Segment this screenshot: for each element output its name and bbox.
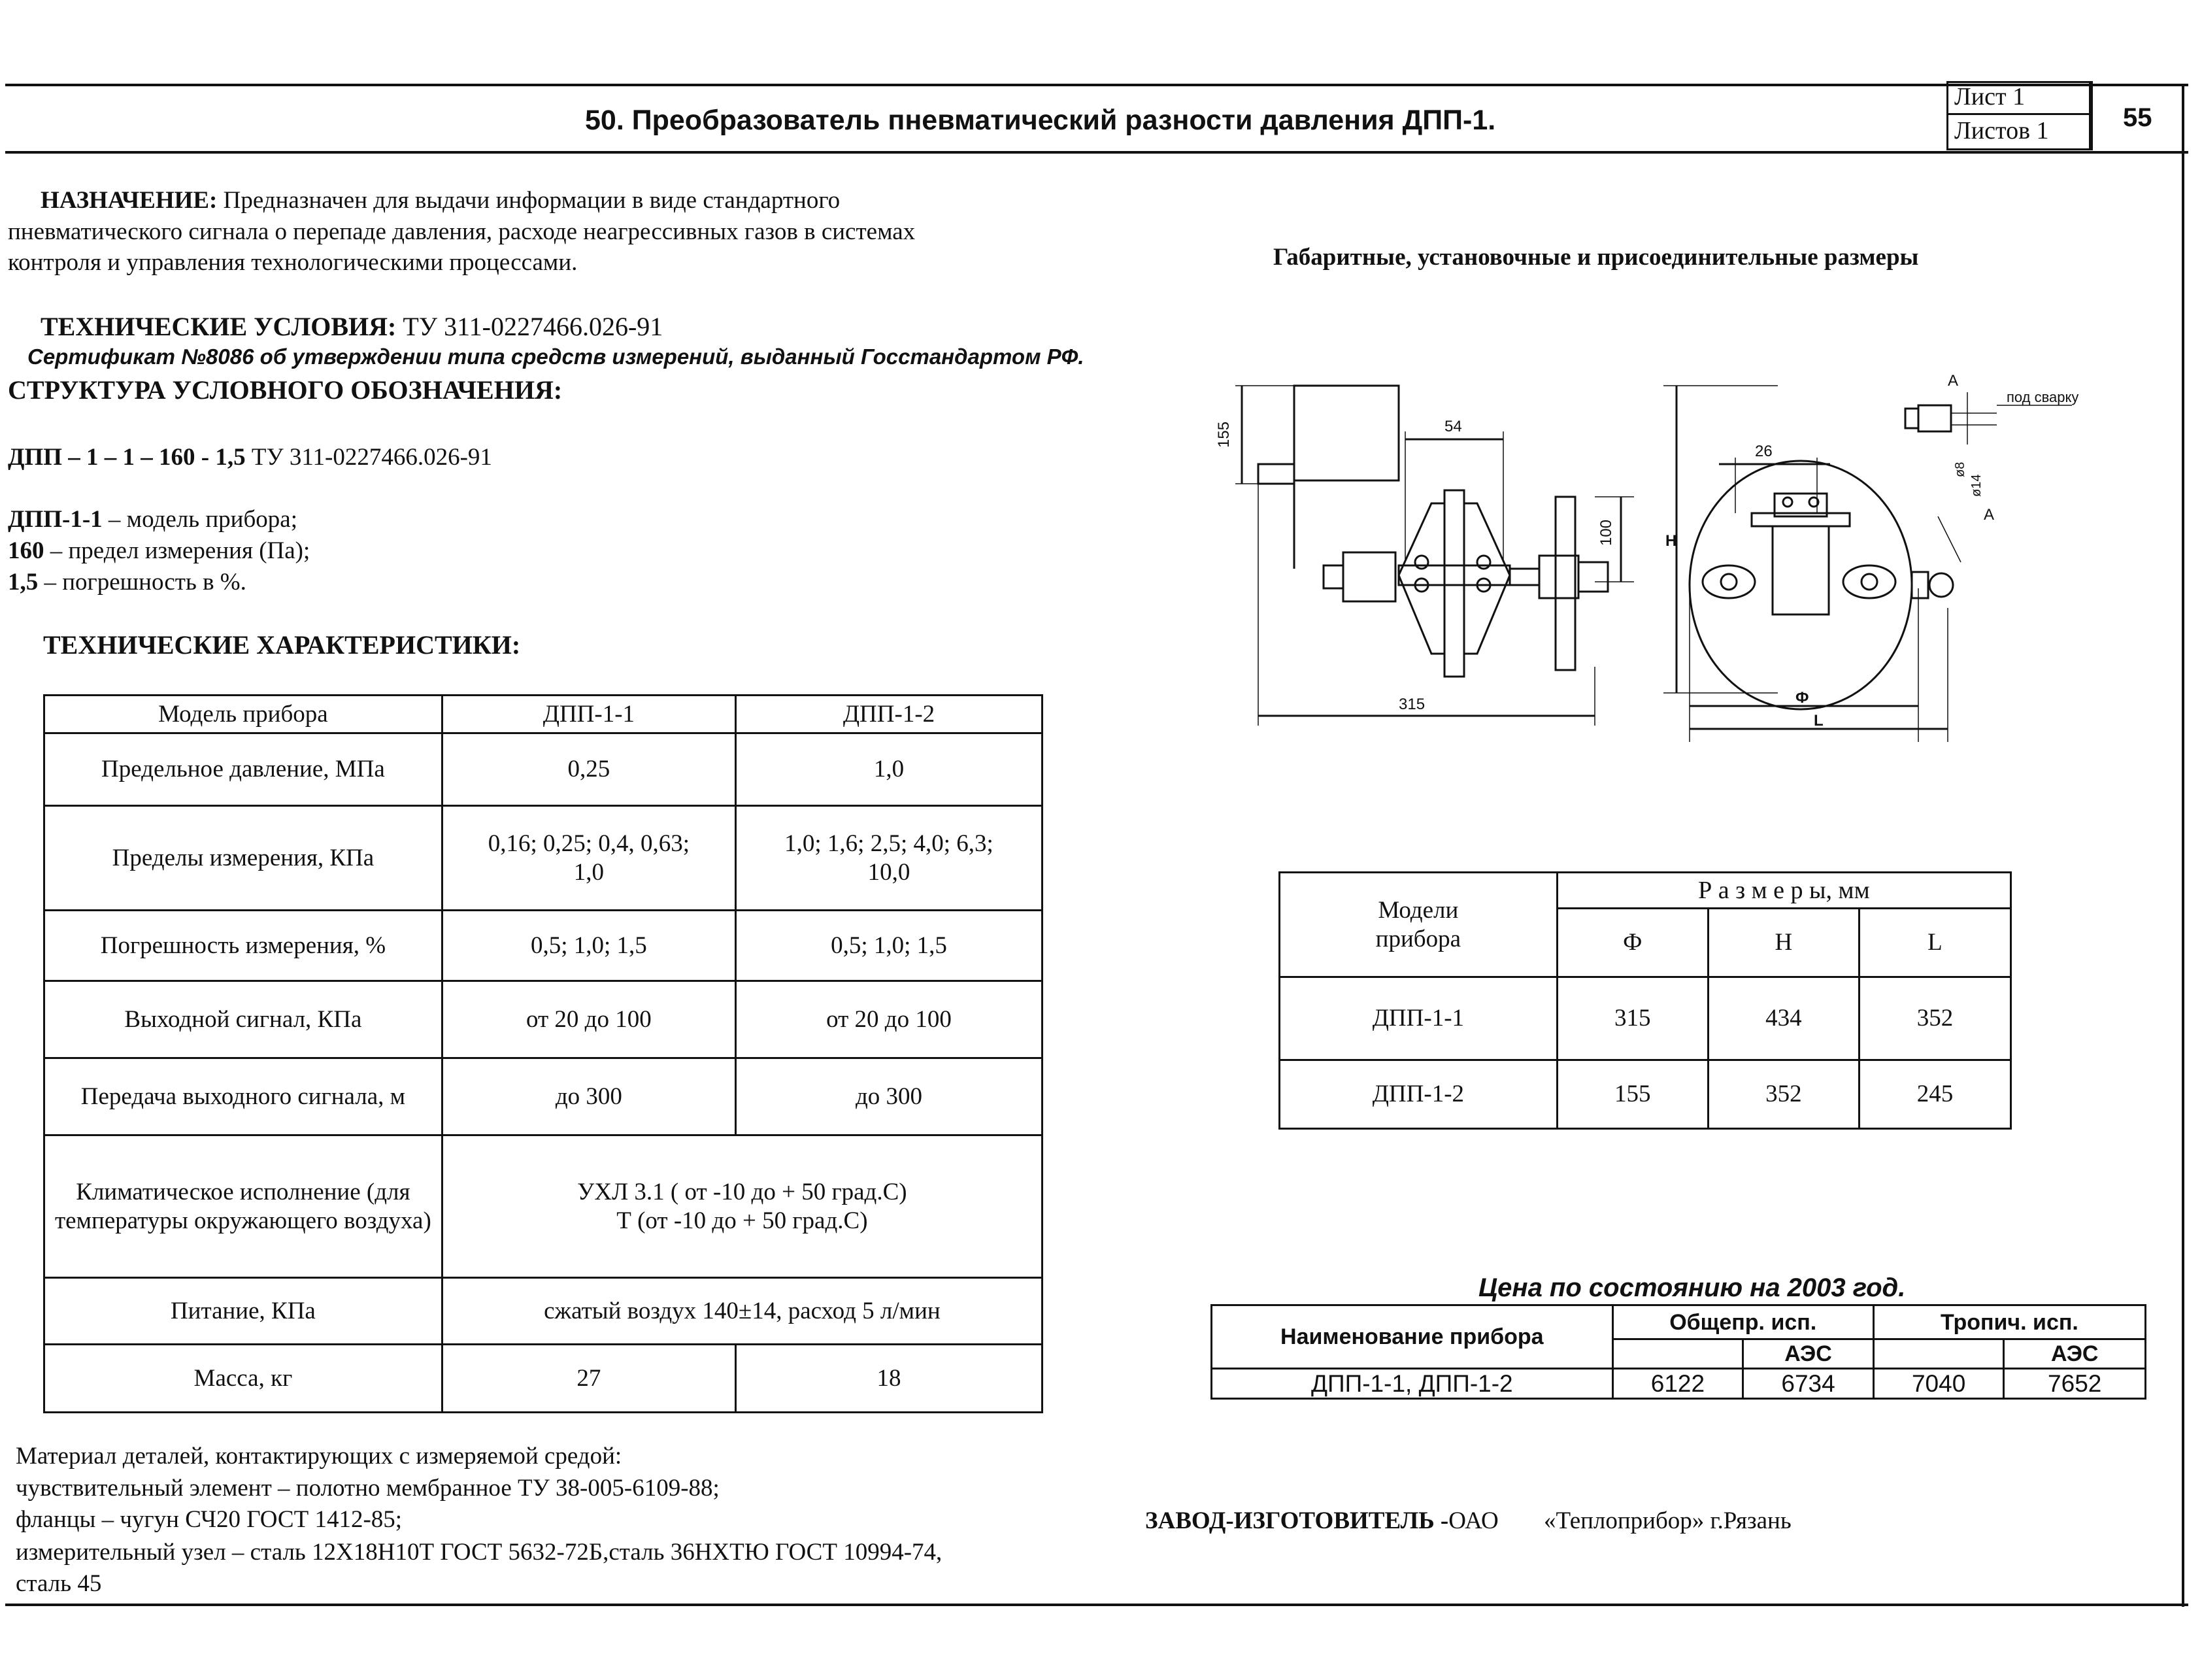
dim-315: 315 (1399, 696, 1426, 713)
specs-value: до 300 (442, 1058, 735, 1135)
table-row (44, 1278, 1043, 1345)
table-row (44, 1345, 1043, 1413)
price-device: ДПП-1-1, ДПП-1-2 (1212, 1369, 1613, 1399)
price-col-name: Наименование прибора (1212, 1305, 1613, 1369)
manufacturer-line (1145, 1505, 1792, 1537)
specs-label: Выходной сигнал, КПа (44, 981, 442, 1058)
specs-power-value: сжатый воздух 140±14, расход 5 л/мин (442, 1278, 1042, 1345)
designation-heading: СТРУКТУРА УСЛОВНОГО ОБОЗНАЧЕНИЯ: (8, 375, 563, 405)
table-row (1212, 1369, 2146, 1399)
sheets-label: Листов 1 (1954, 117, 2049, 144)
dim-phi: Ф (1795, 689, 1809, 707)
dimensions-table (1278, 871, 2012, 1130)
actuator-block (1343, 552, 1395, 601)
specs-power-label: Питание, КПа (44, 1278, 442, 1345)
specs-value: до 300 (735, 1058, 1042, 1135)
designation-item-error-desc: – погрешность в %. (38, 569, 246, 596)
table-row (44, 696, 1043, 733)
specs-value: 0,5; 1,0; 1,5 (735, 911, 1042, 981)
specs-label: Пределы измерения, КПа (44, 806, 442, 911)
specs-value: 0,25 (442, 733, 735, 806)
specs-label: Погрешность измерения, % (44, 911, 442, 981)
designation-item-range-desc: – предел измерения (Па); (44, 537, 310, 564)
specs-label: Передача выходного сигнала, м (44, 1058, 442, 1135)
price-col-tropic: Тропич. исп. (1873, 1305, 2145, 1339)
table-row (44, 981, 1043, 1058)
sheet-box-divider (1946, 113, 2089, 115)
price-table (1210, 1304, 2146, 1400)
table-row (1280, 1060, 2011, 1129)
dim-h: 434 (1708, 977, 1859, 1060)
specs-value: от 20 до 100 (442, 981, 735, 1058)
page-number: 55 (2123, 103, 2152, 132)
label-A-side: A (1984, 506, 1995, 524)
purpose-line1 (41, 184, 840, 217)
table-row (44, 911, 1043, 981)
dim-54: 54 (1444, 418, 1462, 435)
technical-drawing (1203, 366, 2078, 758)
specs-mass-v2: 18 (735, 1345, 1042, 1413)
materials-line4: измерительный узел – сталь 12Х18Н10Т ГОСТ 5632-72Б,сталь 36НХТЮ ГОСТ 10994-74, (16, 1539, 943, 1566)
weld-detail (1918, 405, 1951, 431)
specs-value: 1,0; 1,6; 2,5; 4,0; 6,3; 10,0 (735, 806, 1042, 911)
designation-item-model-desc: – модель прибора; (102, 506, 297, 533)
membrane (1444, 490, 1464, 677)
label-weld: под сварку (2007, 389, 2078, 405)
table-row (44, 733, 1043, 806)
designation-item-error-code: 1,5 (8, 569, 39, 596)
designation-item-range-code: 160 (8, 537, 44, 564)
mount-bracket (1258, 464, 1294, 484)
price-col-general: Общепр. исп. (1612, 1305, 1873, 1339)
header-top-rule (5, 84, 2188, 86)
designation-example-tu: ТУ 311-0227466.026-91 (251, 444, 492, 471)
price-empty (1873, 1339, 2004, 1369)
materials-line5: сталь 45 (16, 1570, 102, 1597)
specs-label: Предельное давление, МПа (44, 733, 442, 806)
dim-H: H (1665, 532, 1677, 550)
dim-26: 26 (1755, 443, 1773, 460)
dim-L: L (1814, 712, 1824, 730)
label-A-top: A (1948, 372, 1959, 390)
dim-model: ДПП-1-2 (1280, 1060, 1558, 1129)
price-value: 6122 (1612, 1369, 1743, 1399)
price-empty (1612, 1339, 1743, 1369)
table-row (1280, 873, 2011, 909)
connector (1539, 556, 1578, 598)
manufacturer-name: «Теплоприбор» г.Рязань (1544, 1507, 1792, 1534)
price-heading: Цена по состоянию на 2003 год. (1478, 1273, 1906, 1302)
body-circle (1690, 461, 1912, 709)
purpose-line2: пневматического сигнала о перепаде давления, расходе неагрессивных газов в системах (8, 218, 916, 245)
manufacturer-org: ОАО (1448, 1507, 1499, 1534)
table-row (1212, 1305, 2146, 1339)
materials-line2: чувствительный элемент – полотно мембранное ТУ 38-005-6109-88; (16, 1475, 720, 1502)
plate-right (1556, 497, 1575, 670)
specs-climate-value (442, 1135, 1042, 1278)
tech-conditions-value: ТУ 311-0227466.026-91 (403, 312, 663, 341)
specs-header-dpp12: ДПП-1-2 (735, 696, 1042, 733)
purpose-line3: контроля и управления технологическими процессами. (8, 249, 578, 276)
designation-example (8, 441, 492, 474)
specs-mass-label: Масса, кг (44, 1345, 442, 1413)
tech-conditions-line (41, 311, 663, 343)
dim-h: 352 (1708, 1060, 1859, 1129)
sheet-label: Лист 1 (1954, 83, 2026, 110)
price-value: 7652 (2004, 1369, 2146, 1399)
dim-phi: 315 (1557, 977, 1708, 1060)
specs-climate-line2: Т (от -10 до + 50 град.С) (616, 1207, 868, 1234)
tech-conditions-heading: ТЕХНИЧЕСКИЕ УСЛОВИЯ: (41, 312, 397, 341)
price-value: 7040 (1873, 1369, 2004, 1399)
designation-item-model-code: ДПП-1-1 (8, 506, 103, 533)
specs-heading: ТЕХНИЧЕСКИЕ ХАРАКТЕРИСТИКИ: (43, 630, 521, 660)
dim-100: 100 (1597, 519, 1615, 546)
specs-climate-label: Климатическое исполнение (для температуры окружающего воздуха) (44, 1135, 442, 1278)
page-bottom-rule (5, 1604, 2188, 1606)
dim-subheader-h: H (1708, 909, 1859, 977)
certificate-text: Сертификат №8086 об утверждении типа средств измерений, выданный Госстандартом РФ. (27, 344, 1084, 369)
designation-item-model (8, 503, 297, 536)
price-aes-general: АЭС (1743, 1339, 1874, 1369)
page-number-divider (2089, 81, 2091, 150)
specs-value: 1,0 (735, 733, 1042, 806)
dim-l: 352 (1859, 977, 2010, 1060)
dim-155: 155 (1215, 421, 1233, 448)
dim-subheader-l: L (1859, 909, 2010, 977)
page-right-border (2182, 84, 2184, 1607)
housing-box (1294, 386, 1399, 480)
table-row (44, 806, 1043, 911)
label-d8: ø8 (1953, 462, 1967, 477)
table-row (1280, 977, 2011, 1060)
specs-header-dpp11: ДПП-1-1 (442, 696, 735, 733)
specs-value: 0,5; 1,0; 1,5 (442, 911, 735, 981)
dim-subheader-phi: Ф (1557, 909, 1708, 977)
specs-value: 0,16; 0,25; 0,4, 0,63; 1,0 (442, 806, 735, 911)
center-block (1773, 526, 1829, 614)
designation-example-code: ДПП – 1 – 1 – 160 - 1,5 (8, 444, 246, 471)
materials-line3: фланцы – чугун СЧ20 ГОСТ 1412-85; (16, 1506, 403, 1533)
dim-l: 245 (1859, 1060, 2010, 1129)
dim-model: ДПП-1-1 (1280, 977, 1558, 1060)
price-aes-tropic: АЭС (2004, 1339, 2146, 1369)
label-d14: ø14 (1969, 474, 1984, 497)
table-row (44, 1135, 1043, 1278)
page-title: 50. Преобразователь пневматический разности давления ДПП-1. (585, 105, 1496, 136)
dim-col-models: Модели прибора (1280, 873, 1558, 977)
manufacturer-label: ЗАВОД-ИЗГОТОВИТЕЛЬ - (1145, 1507, 1449, 1534)
specs-mass-v1: 27 (442, 1345, 735, 1413)
specs-header-model: Модель прибора (44, 696, 442, 733)
dim-phi: 155 (1557, 1060, 1708, 1129)
purpose-text-1: Предназначен для выдачи информации в виде стандартного (223, 187, 841, 214)
table-row (44, 1058, 1043, 1135)
specs-value: от 20 до 100 (735, 981, 1042, 1058)
purpose-heading: НАЗНАЧЕНИЕ: (41, 187, 218, 214)
specs-climate-line1: УХЛ 3.1 ( от -10 до + 50 град.С) (577, 1178, 907, 1205)
designation-item-range (8, 535, 310, 567)
designation-item-error (8, 566, 246, 599)
dim-col-sizes: Р а з м е р ы, мм (1557, 873, 2010, 909)
materials-line1: Материал деталей, контактирующих с измеряемой средой: (16, 1443, 622, 1470)
price-value: 6734 (1743, 1369, 1874, 1399)
drawing-heading: Габаритные, установочные и присоединительные размеры (1273, 244, 1919, 271)
specs-table (43, 694, 1043, 1413)
header-bottom-rule (5, 151, 2188, 154)
